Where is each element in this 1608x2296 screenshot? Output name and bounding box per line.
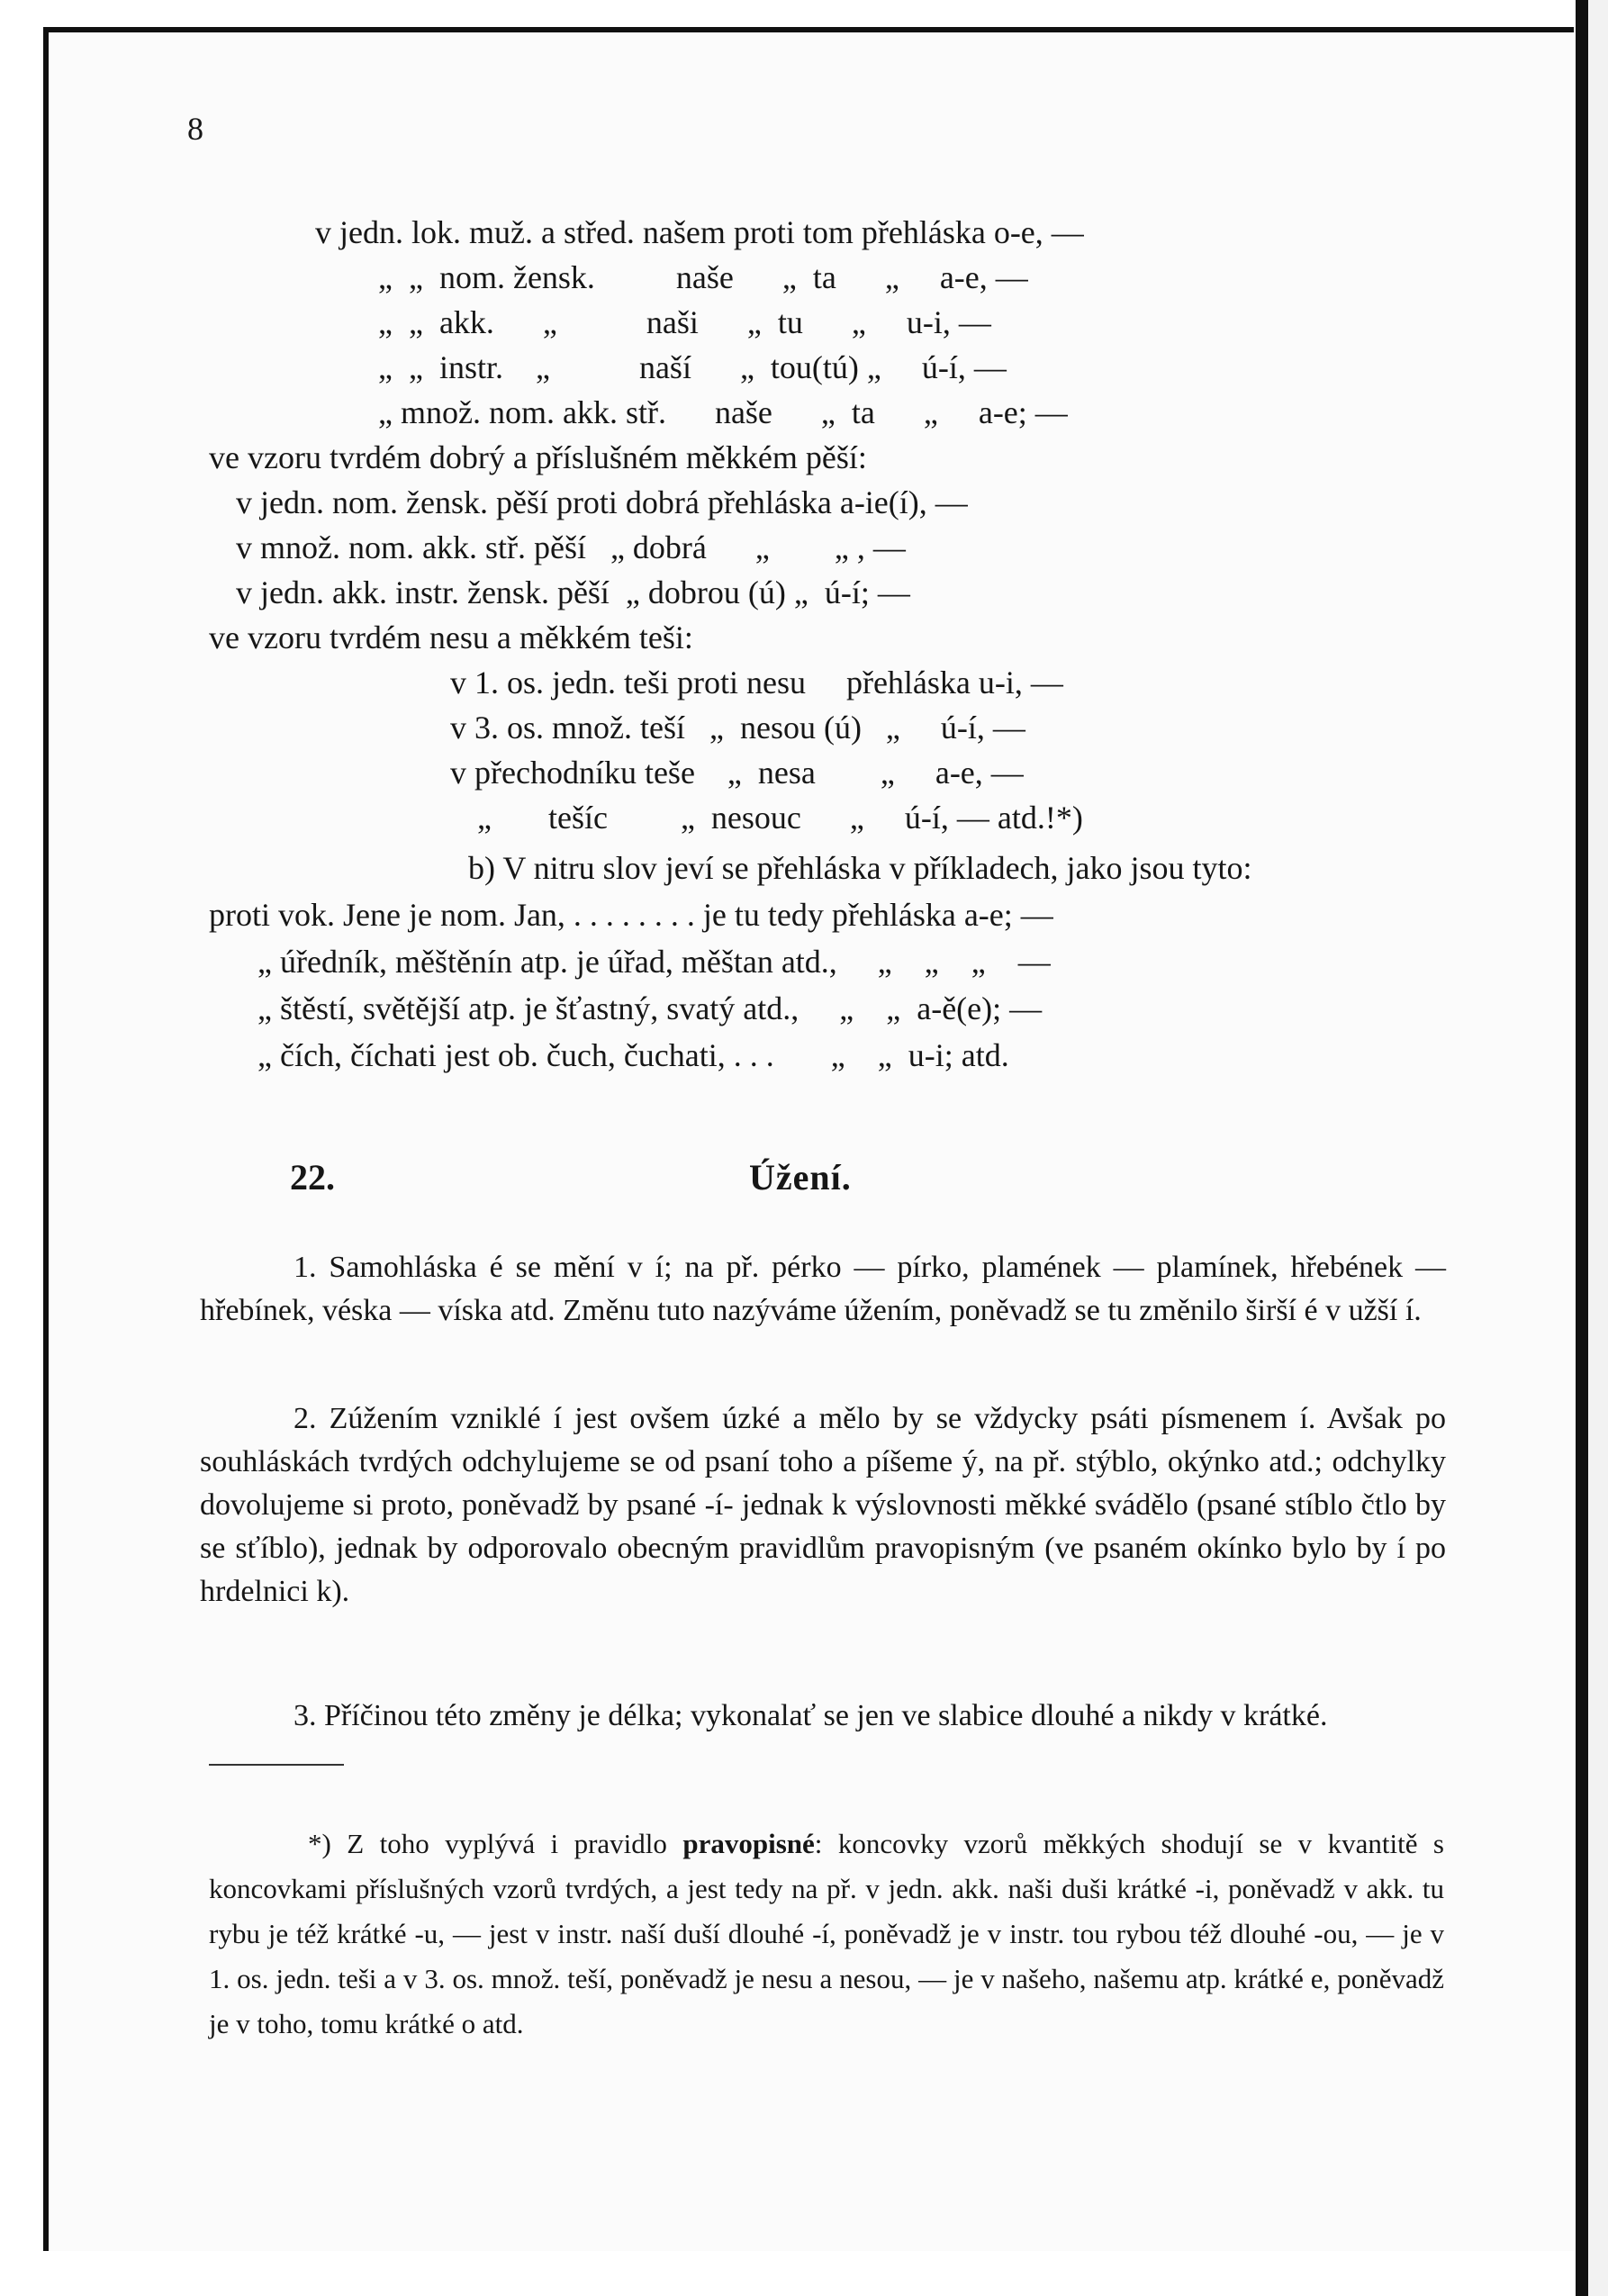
paragraph: 1. Samohláska é se mění v í; na př. pérko — pírko, plamének — plamínek, hřebének — hřebínek, véska — víska atd. Změnu tuto nazýváme úžením, poněvadž se tu změnilo širší é v užší í. xyxy=(200,1251,1446,1327)
table-line: „ „ instr. „ naší „ tou(tú) „ ú-í, — xyxy=(378,349,1007,385)
table-line: b) V nitru slov jeví se přehláska v příkladech, jako jsou tyto: xyxy=(468,850,1252,886)
table-line: v 1. os. jedn. teši proti nesu přehláska u-i, — xyxy=(450,664,1063,701)
table-line: v množ. nom. akk. stř. pěší „ dobrá „ „ , — xyxy=(236,529,906,565)
paragraph: 3. Příčinou této změny je délka; vykonalať se jen ve slabice dlouhé a nikdy v krátké. xyxy=(294,1699,1328,1732)
table-line: „ „ nom. žensk. naše „ ta „ a-e, — xyxy=(378,259,1028,295)
table-line: ve vzoru tvrdém dobrý a příslušném měkkém pěší: xyxy=(209,439,867,475)
table-line: „ „ akk. „ naši „ tu „ u-i, — xyxy=(378,304,991,340)
table-line: „ štěstí, světější atp. je šťastný, svatý atd., „ „ a-ě(e); — xyxy=(257,990,1043,1026)
footnote-divider xyxy=(209,1764,344,1766)
table-line: v jedn. nom. žensk. pěší proti dobrá přehláska a-ie(í), — xyxy=(236,484,968,520)
table-line: v jedn. akk. instr. žensk. pěší „ dobrou (ú) „ ú-í; — xyxy=(236,574,910,610)
footnote xyxy=(209,1821,1444,2047)
table-line: ve vzoru tvrdém nesu a měkkém teši: xyxy=(209,619,693,655)
table-line: v jedn. lok. muž. a střed. našem proti tom přehláska o-e, — xyxy=(315,214,1084,250)
table-line: v přechodníku teše „ nesa „ a-e, — xyxy=(450,755,1024,791)
table-line: v 3. os. množ. teší „ nesou (ú) „ ú-í, — xyxy=(450,710,1025,746)
table-line: „ množ. nom. akk. stř. naše „ ta „ a-e; — xyxy=(378,394,1068,430)
footnote-prefix: *) Z toho vyplývá i pravidlo xyxy=(308,1828,683,1859)
table-line: „ tešíc „ nesouc „ ú-í, — atd.!*) xyxy=(477,800,1083,836)
page-number: 8 xyxy=(187,111,203,147)
table-line: „ úředník, měštěnín atp. je úřad, měštan atd., „ „ „ — xyxy=(257,944,1051,980)
footnote-rest: : koncovky vzorů měkkých shodují se v kvantitě s koncovkami příslušných vzorů tvrdých, a jest tedy na př. v jedn. akk. naši duši krátké -i, poněvadž v akk. tu rybu je též krátké -u, — jest v instr. naší duší dlouhé -í, poněvadž je v instr. tou rybou též dlouhé -ou, — je v 1. os. jedn. teši a v 3. os. množ. teší, poněvadž je nesu a nesou, — je v našeho, našemu atp. krátké e, poněvadž je v toho, tomu krátké o atd. xyxy=(209,1828,1444,2039)
footnote-strong: pravopisné xyxy=(682,1828,815,1859)
section-heading xyxy=(290,1156,1478,1203)
page-edge xyxy=(1576,0,1608,2296)
paragraph: 2. Zúžením vzniklé í jest ovšem úzké a mělo by se vždycky psáti písmenem í. Avšak po souhláskách tvrdých odchylujeme se od psaní toho a píšeme ý, na př. stýblo, okýnko atd.; odchylky dovolujeme si proto, poněvadž by psané -í- jednak k výslovnosti měkké svádělo (psané stíblo čtlo by se sťíblo), jednak by odporovalo obecným pravidlům pravopisným (ve psaném okínko bylo by í po hrdelnici k). xyxy=(200,1402,1446,1608)
section-number: 22. xyxy=(290,1157,335,1198)
table-line: „ čích, číchati jest ob. čuch, čuchati, . . . „ „ u-i; atd. xyxy=(257,1037,1009,1073)
table-line: proti vok. Jene je nom. Jan, . . . . . . . . je tu tedy přehláska a-e; — xyxy=(209,897,1053,933)
section-title: Úžení. xyxy=(749,1157,852,1198)
